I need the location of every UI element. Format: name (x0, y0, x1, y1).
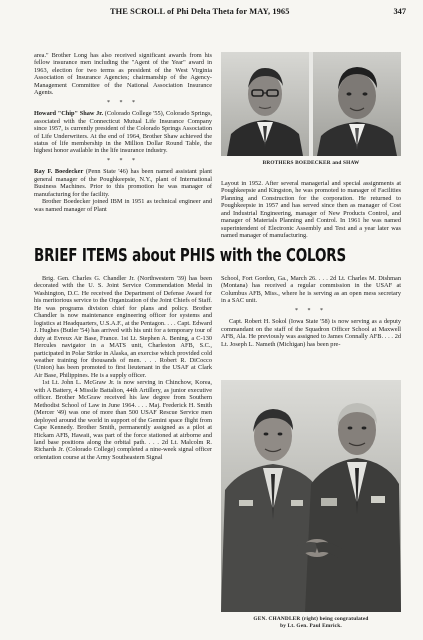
section-headline (34, 246, 404, 270)
paragraph-shaw: Howard "Chip" Shaw Jr. (Colorado College '55), Colorado Springs, associated with the Connecticut Mutual Life Insurance Company since 1957, is currently president of the Colorado Springs Association of Life Underwriters. At the end of 1964, Brother Shaw achieved the status of life membership in the Million Dollar Round Table, the highest honor available in the life insurance industry. (34, 110, 212, 155)
caption-line-2: by Lt. Gen. Paul Emrick. (280, 622, 342, 629)
paragraph-long: area." Brother Long has also received significant awards from his fellow insurance men including the "Agent of the Year" award in 1963, election for two terms as president of the West Virginia Association of Insurance Agencies; chairmanship of the Agency-Management Committee of the National Association Insurance Agents. (34, 52, 212, 97)
photo-caption-bottom (221, 616, 401, 629)
page-number: 347 (393, 7, 406, 16)
name-shaw: Howard "Chip" Shaw Jr. (34, 110, 104, 118)
caption-line-1: GEN. CHANDLER (right) being congratulated (253, 616, 369, 622)
column-top-right (221, 180, 401, 240)
photo-boedecker-shaw (221, 52, 401, 156)
paragraph-boedecker-ibm: Brother Boedecker joined IBM in 1951 as technical engineer and was named manager of Plant (34, 198, 212, 213)
paragraph-boedecker-continued: Layout in 1952. After several managerial and special assignments at Poughkeepsie and Kingston, he was promoted to manager of Facilities Planning and Construction for the corporation. He returned to Poughkeepsie in 1957 and has served since then as manager of Cost and Industrial Engineering, manager of New Products Control, and manager of Materials Planning and Control. In 1961 he was named superintendent of Electronic Assembly and Test and a year later was named manager of manufacturing. (221, 180, 401, 240)
name-boedecker: Ray F. Boedecker (34, 168, 84, 176)
photo-caption-top: BROTHERS BOEDECKER and SHAW (262, 160, 360, 166)
paragraph-chandler: Brig. Gen. Charles G. Chandler Jr. (Northwestern '39) has been decorated with the U. S. Joint Service Commendation Medal in Washington, D.C. He received the Department of Defense Award for his meritorious service to the Organization of the Joint Chiefs of Staff. He was programs division chief for plans and policy. Brother Chandler is now maintenance engineering officer for systems and logistics at Headquarters, U.S.A.F., at the Pentagon. . . . Capt. Edward J. Hughes (Butler '54) has arrived with his unit for a temporary tour of duty at Evreux Air Base, France. 1st Lt. Stephen A. Bening, a C-130 Hercules navigator in a MATS unit, Charleston AFB, S.C., participated in Polar Strike in Alaska, an exercise which provided cold weather training for thousands of men. . . . Robert R. DiCocco (Union) has been promoted to first lieutenant in the USAF at Clark Air Base, Philippines. He is a supply officer. (34, 275, 212, 379)
column-top-left (34, 52, 212, 213)
paragraph-mcgraw: 1st Lt. John L. McGraw Jr. is now serving in Chinchow, Korea, with A Battery, 4 Missile Battalion, 44th Artillery, as junior executive officer. Brother McGraw received his law degree from Southern Methodist School of Law in June 1964. . . . Maj. Frederick H. Smith (Mercer '49) was one of more than 500 USAF Rescue Service men deployed around the world in support of the Gemini space flight from Cape Kennedy. Brother Smith, permanently assigned as a pilot at Hickam AFB, Hawaii, was part of the force stationed at airborne and land base positions along the orbital path. . . . 2d Lt. Malcolm R. Richards Jr. (Colorado College) completed a nine-week signal officer orientation course at the Army Southeastern Signal (34, 379, 212, 461)
section-divider: * * * (107, 99, 139, 106)
column-bottom-left (34, 275, 212, 461)
running-title: THE SCROLL of Phi Delta Theta for MAY, 1965 (110, 7, 290, 16)
photo-officers (221, 380, 401, 612)
section-divider: * * * (295, 307, 327, 314)
section-divider: * * * (107, 157, 139, 164)
column-bottom-right (221, 275, 401, 348)
paragraph-sokol: Capt. Robert H. Sokol (Iowa State '58) is now serving as a deputy commandant on the staff of the Squadron Officer School at Maxwell AFB, Ala. He previously was assigned to James Connally AFB. . . . 2d Lt. Joseph L. Nameth (Michigan) has been pre- (221, 318, 401, 348)
photo-portraits (221, 52, 401, 156)
headline-text: BRIEF ITEMS about PHIS with the COLORS (34, 246, 347, 266)
paragraph-dishman: School, Fort Gordon, Ga., March 26. . . . 2d Lt. Charles M. Dishman (Montana) has received a regular commission in the USAF at Columbus AFB, Miss., where he is serving as an open mess secretary in a SAC unit. (221, 275, 401, 305)
page-header (30, 7, 410, 21)
photo-chandler-emrick (221, 380, 401, 612)
paragraph-boedecker: Ray F. Boedecker (Penn State '46) has been named assistant plant general manager of the Poughkeepsie, N.Y., plant of International Business Machines. Prior to this promotion he was manager of manufacturing for the facility. (34, 168, 212, 198)
